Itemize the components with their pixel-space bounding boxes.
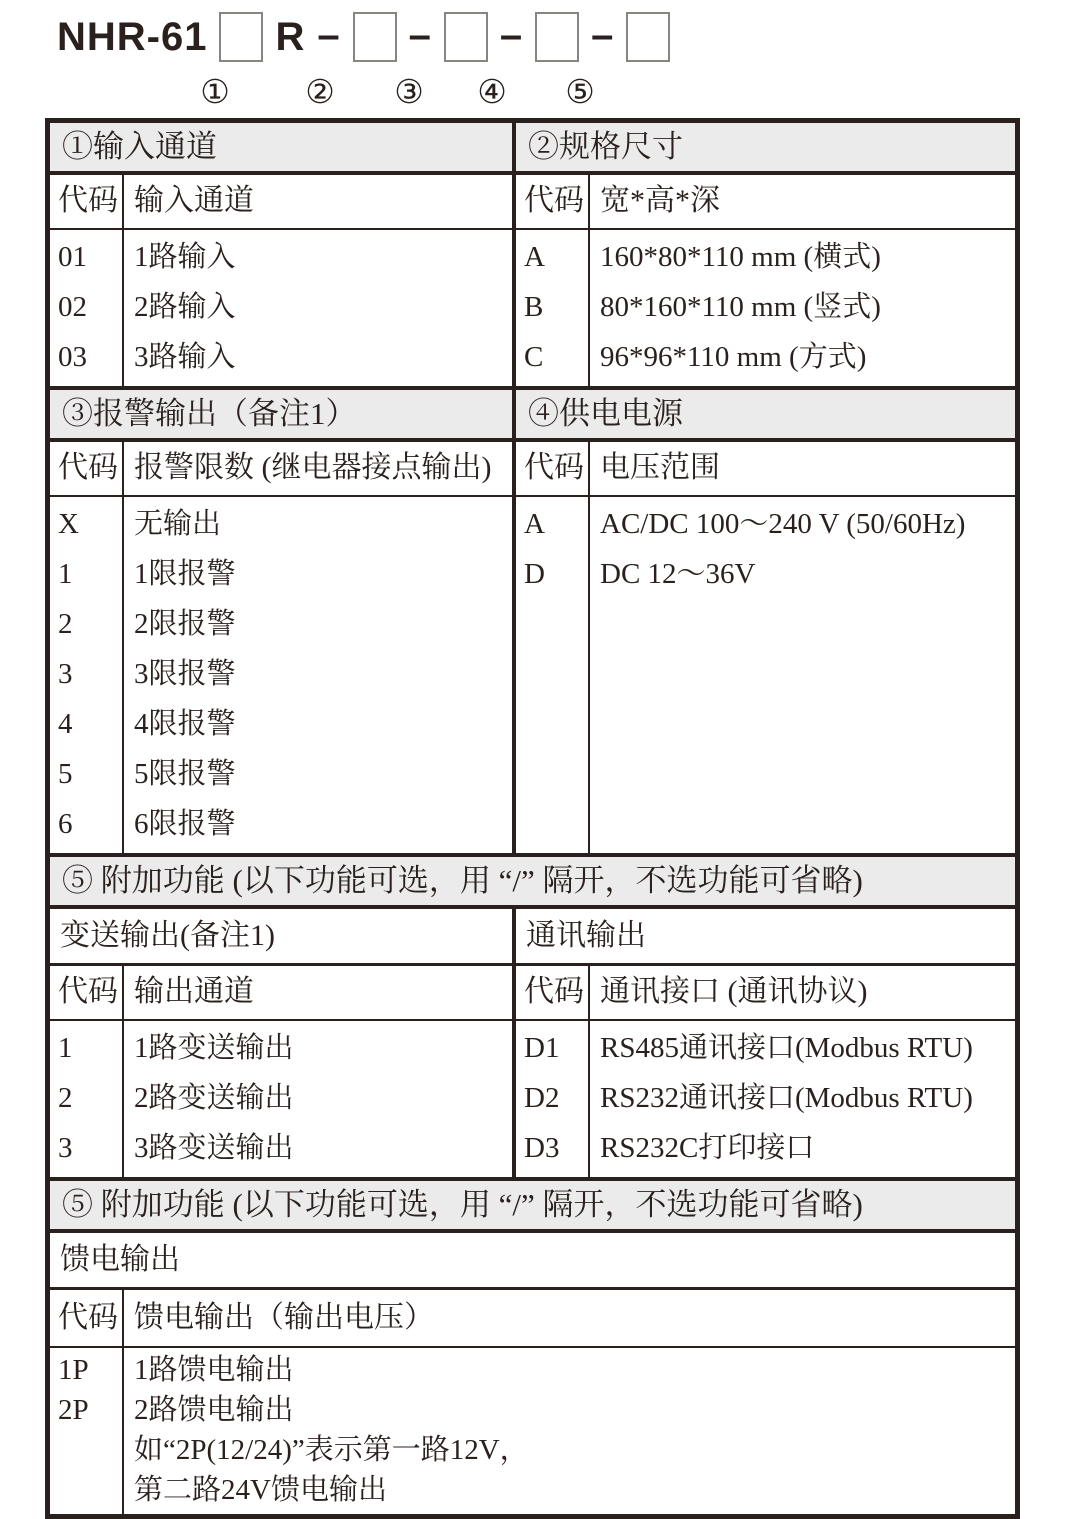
desc-cell: 80*160*110 mm (竖式) [600,291,881,324]
code-cell: 03 [58,341,87,374]
section-body [50,1021,1015,1177]
desc-cell: RS232通讯接口(Modbus RTU) [600,1082,973,1115]
code-cell [58,1471,122,1511]
code-cell: 01 [58,241,87,274]
desc-cell: 2限报警 [134,608,236,641]
col-header-code: 代码 [50,175,124,228]
model-box-5 [626,12,670,62]
section-body [50,497,1015,853]
code-cell: C [524,341,544,374]
code-cell: 1 [58,1032,73,1065]
desc-cell: 5限报警 [134,758,236,791]
model-r-label: R [275,14,306,59]
desc-cell: 3路输入 [134,341,236,374]
position-label-4: ④ [477,75,507,111]
section-input-and-size [50,123,1015,386]
model-box-4 [535,12,579,62]
code-cell: 2P [58,1394,89,1427]
model-dash: – [408,12,432,57]
col-header-code: 代码 [516,442,590,495]
code-cell: D3 [524,1132,560,1165]
section-addon-transmit-comm [50,853,1015,1177]
col-header-code: 代码 [50,1290,124,1346]
position-label-5: ⑤ [565,75,595,111]
position-label-2: ② [305,75,335,111]
section4-header: ④供电电源 [528,396,683,432]
col-header-desc: 输入通道 [134,184,254,218]
section-body [50,1348,1015,1514]
section5-header: ⑤ 附加功能 (以下功能可选，用 “/” 隔开，不选功能可省略) [50,857,1015,909]
col-header-desc: 馈电输出（输出电压） [134,1300,434,1334]
section3-header: ③报警输出（备注1） [50,390,516,438]
code-cell: 02 [58,291,87,324]
column-header-row [50,1290,1015,1348]
section1-header: ①输入通道 [50,123,516,171]
desc-cell: 1路馈电输出 [134,1354,294,1387]
model-box-2 [353,12,397,62]
desc-cell: DC 12～36V [600,558,756,591]
code-cell: 6 [58,808,73,841]
model-prefix: NHR-61 [57,14,208,59]
desc-cell: 3限报警 [134,658,236,691]
desc-cell: 1路变送输出 [134,1032,294,1065]
section-header-row [50,390,1015,442]
comm-output-subheader: 通讯输出 [526,918,646,952]
model-code-line [57,12,670,62]
desc-cell: 3路变送输出 [134,1132,294,1165]
column-header-row [50,966,1015,1021]
code-cell: 4 [58,708,73,741]
desc-cell: AC/DC 100～240 V (50/60Hz) [600,508,966,541]
code-cell: 2 [58,608,73,641]
position-label-3: ③ [394,75,424,111]
code-cell: 5 [58,758,73,791]
col-header-code: 代码 [516,966,590,1019]
code-cell: 1 [58,558,73,591]
col-header-code: 代码 [50,442,124,495]
note-line: 第二路24V馈电输出 [134,1474,387,1507]
section-alarm-and-power [50,386,1015,853]
desc-cell: 无输出 [134,508,222,541]
section-body [50,230,1015,386]
feed-output-subheader: 馈电输出 [50,1233,1015,1290]
code-cell: X [58,508,79,541]
model-box-3 [444,12,488,62]
col-header-desc: 报警限数 (继电器接点输出) [134,451,492,485]
code-cell: 3 [58,1132,73,1165]
col-header-code: 代码 [516,175,590,228]
subheader-row [50,909,1015,966]
transmit-output-subheader: 变送输出(备注1) [50,909,516,963]
model-dash: – [317,12,341,57]
ordering-table [45,118,1020,1519]
note-line: 如“2P(12/24)”表示第一路12V， [134,1434,529,1467]
section-header-row [50,123,1015,175]
section2-header: ②规格尺寸 [528,129,683,165]
col-header-desc: 输出通道 [134,975,254,1009]
code-cell: 3 [58,658,73,691]
section5-header: ⑤ 附加功能 (以下功能可选，用 “/” 隔开，不选功能可省略) [50,1181,1015,1233]
col-header-desc: 电压范围 [600,451,720,485]
desc-cell: RS485通讯接口(Modbus RTU) [600,1032,973,1065]
code-cell: 2 [58,1082,73,1115]
desc-cell: 2路馈电输出 [134,1394,294,1427]
code-cell: A [524,241,545,274]
desc-cell: 6限报警 [134,808,236,841]
model-dash: – [499,12,524,57]
code-cell: D1 [524,1032,560,1065]
desc-cell: 160*80*110 mm (横式) [600,241,881,274]
desc-cell: 2路输入 [134,291,236,324]
col-header-desc: 宽*高*深 [600,184,720,218]
col-header-desc: 通讯接口 (通讯协议) [600,975,868,1009]
position-label-row [0,72,1080,110]
desc-cell: RS232C打印接口 [600,1132,815,1165]
code-cell: 1P [58,1354,89,1387]
desc-cell: 4限报警 [134,708,236,741]
desc-cell: 2路变送输出 [134,1082,294,1115]
position-label-1: ① [200,75,230,111]
desc-cell: 1路输入 [134,241,236,274]
code-cell: D2 [524,1082,560,1115]
code-cell: A [524,508,545,541]
code-cell: B [524,291,544,324]
model-dash: – [591,12,615,57]
code-cell [58,1431,122,1471]
column-header-row [50,175,1015,230]
code-cell: D [524,558,545,591]
section-addon-feed-output [50,1177,1015,1514]
desc-cell: 96*96*110 mm (方式) [600,341,867,374]
col-header-code: 代码 [50,966,124,1019]
model-box-1 [219,12,263,62]
desc-cell: 1限报警 [134,558,236,591]
column-header-row [50,442,1015,497]
